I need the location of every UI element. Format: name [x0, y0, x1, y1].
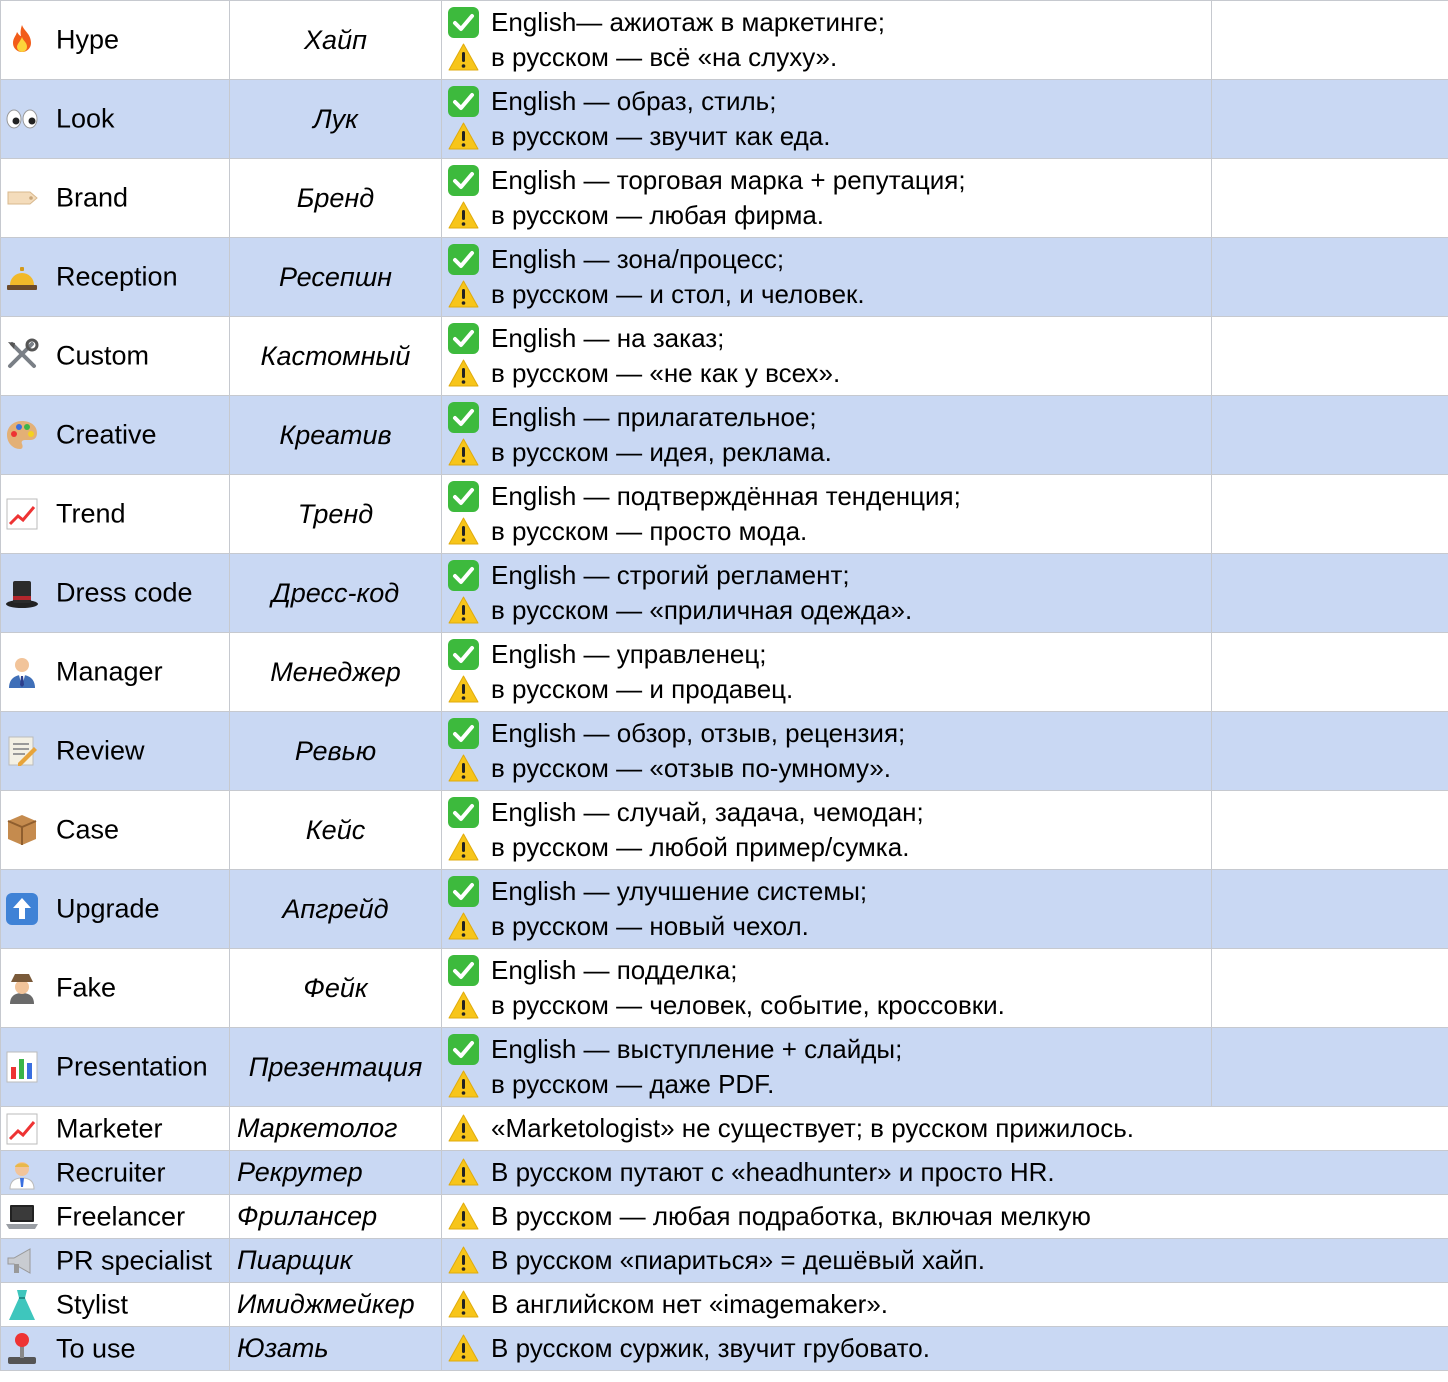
russian-meaning-line-text: в русском — всё «на слуху».	[491, 42, 838, 72]
russian-meaning-line	[447, 1067, 1211, 1102]
warning-icon	[447, 1068, 480, 1101]
english-meaning-line	[447, 874, 1211, 909]
russian-note-line	[447, 1243, 1448, 1278]
russian-note-line-text: «Marketologist» не существует; в русском прижилось.	[491, 1113, 1134, 1143]
table-row	[1, 554, 1448, 633]
english-word-cell	[1, 554, 230, 633]
russian-note-line-text: В русском — любая подработка, включая мелкую	[491, 1201, 1091, 1231]
russian-word: Маркетолог	[230, 1107, 442, 1151]
check-icon	[447, 559, 480, 592]
russian-meaning-line	[447, 751, 1211, 786]
usage-note-cell	[442, 1, 1212, 80]
check-icon	[447, 638, 480, 671]
russian-word: Фрилансер	[230, 1195, 442, 1239]
usage-note-cell	[442, 1028, 1212, 1107]
warning-icon	[447, 199, 480, 232]
english-word-cell	[1, 1028, 230, 1107]
empty-cell	[1212, 712, 1448, 791]
russian-note-line	[447, 1199, 1448, 1234]
usage-note-cell	[442, 633, 1212, 712]
usage-note-cell	[442, 396, 1212, 475]
english-word: PR specialist	[56, 1245, 213, 1275]
english-word: Review	[56, 735, 145, 766]
usage-note-cell	[442, 1195, 1448, 1239]
warning-icon	[447, 910, 480, 943]
check-icon	[447, 164, 480, 197]
russian-meaning-line	[447, 356, 1211, 391]
english-word-cell	[1, 396, 230, 475]
check-icon	[447, 954, 480, 987]
english-meaning-line	[447, 400, 1211, 435]
businessman-icon	[4, 654, 40, 690]
english-word: Manager	[56, 656, 163, 687]
english-word: Brand	[56, 182, 129, 213]
empty-cell	[1212, 475, 1448, 554]
english-word: Look	[56, 103, 115, 134]
usage-note-cell	[442, 1283, 1448, 1327]
english-meaning-line-text: English — управленец;	[491, 639, 767, 669]
english-word: Creative	[56, 419, 157, 450]
english-meaning-line	[447, 558, 1211, 593]
russian-note-line-text: В английском нет «imagemaker».	[491, 1289, 889, 1319]
russian-meaning-line-text: в русском — идея, реклама.	[491, 437, 832, 467]
usage-note-cell	[442, 554, 1212, 633]
russian-meaning-line	[447, 830, 1211, 865]
russian-note-line	[447, 1111, 1448, 1146]
russian-meaning-line-text: в русском — и стол, и человек.	[491, 279, 865, 309]
english-meaning-line-text: English — зона/процесс;	[491, 244, 785, 274]
warning-icon	[447, 1332, 480, 1365]
russian-word: Имиджмейкер	[230, 1283, 442, 1327]
russian-meaning-line	[447, 198, 1211, 233]
empty-cell	[1212, 949, 1448, 1028]
memo-icon	[4, 733, 40, 769]
empty-cell	[1212, 1028, 1448, 1107]
english-word-cell	[1, 1151, 230, 1195]
table-row	[1, 870, 1448, 949]
check-icon	[447, 875, 480, 908]
english-word-cell	[1, 870, 230, 949]
english-meaning-line	[447, 1032, 1211, 1067]
russian-word: Тренд	[230, 475, 442, 554]
up-arrow-icon	[4, 891, 40, 927]
russian-word: Менеджер	[230, 633, 442, 712]
table-row	[1, 791, 1448, 870]
table-row	[1, 159, 1448, 238]
russian-meaning-line-text: в русском — звучит как еда.	[491, 121, 831, 151]
english-meaning-line-text: English — улучшение системы;	[491, 876, 868, 906]
russian-meaning-line-text: в русском — даже PDF.	[491, 1069, 775, 1099]
empty-cell	[1212, 633, 1448, 712]
usage-note-cell	[442, 80, 1212, 159]
table-row	[1, 1, 1448, 80]
russian-note-line	[447, 1331, 1448, 1366]
empty-cell	[1212, 1, 1448, 80]
russian-word: Ресепшн	[230, 238, 442, 317]
russian-word: Юзать	[230, 1327, 442, 1371]
russian-note-line	[447, 1155, 1448, 1190]
package-icon	[4, 812, 40, 848]
warning-icon	[447, 357, 480, 390]
tools-icon	[4, 338, 40, 374]
check-icon	[447, 322, 480, 355]
russian-word: Дресс-код	[230, 554, 442, 633]
usage-note-cell	[442, 791, 1212, 870]
english-word: Freelancer	[56, 1201, 186, 1231]
russian-word: Ревью	[230, 712, 442, 791]
english-word: Trend	[56, 498, 126, 529]
warning-icon	[447, 1112, 480, 1145]
english-word-cell	[1, 1195, 230, 1239]
warning-icon	[447, 515, 480, 548]
usage-note-cell	[442, 238, 1212, 317]
english-word: Recruiter	[56, 1157, 166, 1187]
check-icon	[447, 480, 480, 513]
english-word-cell	[1, 1239, 230, 1283]
russian-meaning-line-text: в русском — человек, событие, кроссовки.	[491, 990, 1005, 1020]
russian-meaning-line-text: в русском — «отзыв по-умному».	[491, 753, 892, 783]
usage-note-cell	[442, 159, 1212, 238]
detective-icon	[4, 970, 40, 1006]
russian-meaning-line	[447, 593, 1211, 628]
english-meaning-line	[447, 163, 1211, 198]
english-word-cell	[1, 1283, 230, 1327]
eyes-icon	[4, 101, 40, 137]
warning-icon	[447, 989, 480, 1022]
empty-cell	[1212, 317, 1448, 396]
warning-icon	[447, 1200, 480, 1233]
check-icon	[447, 401, 480, 434]
check-icon	[447, 796, 480, 829]
usage-note-cell	[442, 870, 1212, 949]
english-meaning-line	[447, 5, 1211, 40]
warning-icon	[447, 673, 480, 706]
english-meaning-line	[447, 479, 1211, 514]
russian-note-line-text: В русском суржик, звучит грубовато.	[491, 1333, 930, 1363]
russian-word: Апгрейд	[230, 870, 442, 949]
empty-cell	[1212, 791, 1448, 870]
english-meaning-line-text: English — подтверждённая тенденция;	[491, 481, 961, 511]
warning-icon	[447, 278, 480, 311]
russian-meaning-line-text: в русском — «приличная одежда».	[491, 595, 913, 625]
english-word: Case	[56, 814, 120, 845]
megaphone-icon	[4, 1243, 40, 1279]
english-meaning-line-text: English — обзор, отзыв, рецензия;	[491, 718, 906, 748]
check-icon	[447, 717, 480, 750]
english-word: Custom	[56, 340, 150, 371]
english-word: Stylist	[56, 1289, 129, 1319]
table-row	[1, 633, 1448, 712]
check-icon	[447, 1033, 480, 1066]
english-word-cell	[1, 475, 230, 554]
russian-meaning-line	[447, 119, 1211, 154]
english-meaning-line-text: English — торговая марка + репутация;	[491, 165, 966, 195]
warning-icon	[447, 831, 480, 864]
english-meaning-line-text: English — образ, стиль;	[491, 86, 777, 116]
russian-note-line-text: В русском «пиариться» = дешёвый хайп.	[491, 1245, 985, 1275]
chart-up-icon	[4, 496, 40, 532]
english-word: Marketer	[56, 1113, 163, 1143]
bar-chart-icon	[4, 1049, 40, 1085]
russian-meaning-line-text: в русском — «не как у всех».	[491, 358, 841, 388]
english-meaning-line	[447, 795, 1211, 830]
english-word-cell	[1, 1107, 230, 1151]
russian-meaning-line-text: в русском — и продавец.	[491, 674, 794, 704]
empty-cell	[1212, 159, 1448, 238]
warning-icon	[447, 1288, 480, 1321]
english-word-cell	[1, 159, 230, 238]
bell-icon	[4, 259, 40, 295]
table-row	[1, 317, 1448, 396]
usage-note-cell	[442, 1239, 1448, 1283]
english-word-cell	[1, 1, 230, 80]
table-row	[1, 1028, 1448, 1107]
table-row	[1, 712, 1448, 791]
english-word: Hype	[56, 24, 120, 55]
english-meaning-line	[447, 953, 1211, 988]
english-word: Fake	[56, 972, 117, 1003]
english-word: Presentation	[56, 1051, 208, 1082]
empty-cell	[1212, 870, 1448, 949]
russian-word: Лук	[230, 80, 442, 159]
english-word-cell	[1, 1327, 230, 1371]
english-meaning-line-text: English — подделка;	[491, 955, 738, 985]
english-word: Reception	[56, 261, 178, 292]
english-word-cell	[1, 238, 230, 317]
table-row	[1, 1195, 1448, 1239]
english-word: Dress code	[56, 577, 193, 608]
english-word: To use	[56, 1333, 136, 1363]
empty-cell	[1212, 238, 1448, 317]
empty-cell	[1212, 80, 1448, 159]
russian-word: Кастомный	[230, 317, 442, 396]
english-word-cell	[1, 791, 230, 870]
table-row	[1, 238, 1448, 317]
joystick-icon	[4, 1331, 40, 1367]
russian-word: Пиарщик	[230, 1239, 442, 1283]
usage-note-cell	[442, 475, 1212, 554]
warning-icon	[447, 1244, 480, 1277]
usage-note-cell	[442, 317, 1212, 396]
warning-icon	[447, 120, 480, 153]
usage-note-cell	[442, 1151, 1448, 1195]
table-row	[1, 949, 1448, 1028]
english-meaning-line	[447, 84, 1211, 119]
russian-meaning-line	[447, 909, 1211, 944]
russian-word: Кейс	[230, 791, 442, 870]
english-meaning-line	[447, 716, 1211, 751]
russian-word: Рекрутер	[230, 1151, 442, 1195]
english-word: Upgrade	[56, 893, 160, 924]
russian-note-line-text: В русском путают с «headhunter» и просто HR.	[491, 1157, 1055, 1187]
check-icon	[447, 243, 480, 276]
english-meaning-line-text: English — выступление + слайды;	[491, 1034, 903, 1064]
russian-word: Креатив	[230, 396, 442, 475]
english-meaning-line	[447, 637, 1211, 672]
russian-word: Хайп	[230, 1, 442, 80]
table-row	[1, 1327, 1448, 1371]
check-icon	[447, 6, 480, 39]
russian-meaning-line	[447, 40, 1211, 75]
english-word-cell	[1, 712, 230, 791]
russian-note-line	[447, 1287, 1448, 1322]
russian-meaning-line-text: в русском — любая фирма.	[491, 200, 825, 230]
english-word-cell	[1, 80, 230, 159]
usage-note-cell	[442, 712, 1212, 791]
warning-icon	[447, 436, 480, 469]
check-icon	[447, 85, 480, 118]
table-row	[1, 475, 1448, 554]
table-row	[1, 1107, 1448, 1151]
english-meaning-line	[447, 242, 1211, 277]
warning-icon	[447, 594, 480, 627]
russian-word: Бренд	[230, 159, 442, 238]
english-word-cell	[1, 633, 230, 712]
fire-icon	[4, 22, 40, 58]
english-meaning-line-text: English — прилагательное;	[491, 402, 817, 432]
usage-note-cell	[442, 949, 1212, 1028]
warning-icon	[447, 1156, 480, 1189]
laptop-icon	[4, 1199, 40, 1235]
english-meaning-line-text: English — на заказ;	[491, 323, 725, 353]
palette-icon	[4, 417, 40, 453]
tag-icon	[4, 180, 40, 216]
russian-meaning-line-text: в русском — любой пример/сумка.	[491, 832, 910, 862]
russian-meaning-line	[447, 672, 1211, 707]
russian-meaning-line	[447, 435, 1211, 470]
warning-icon	[447, 752, 480, 785]
table-row	[1, 1283, 1448, 1327]
table-row	[1, 80, 1448, 159]
warning-icon	[447, 41, 480, 74]
russian-word: Презентация	[230, 1028, 442, 1107]
chart-up-icon	[4, 1111, 40, 1147]
english-meaning-line-text: English — случай, задача, чемодан;	[491, 797, 924, 827]
russian-meaning-line	[447, 988, 1211, 1023]
table-row	[1, 396, 1448, 475]
russian-meaning-line-text: в русском — новый чехол.	[491, 911, 809, 941]
english-word-cell	[1, 949, 230, 1028]
english-meaning-line-text: English — строгий регламент;	[491, 560, 850, 590]
usage-note-cell	[442, 1107, 1448, 1151]
russian-meaning-line-text: в русском — просто мода.	[491, 516, 808, 546]
empty-cell	[1212, 554, 1448, 633]
office-worker-icon	[4, 1155, 40, 1191]
usage-note-cell	[442, 1327, 1448, 1371]
dress-icon	[4, 1287, 40, 1323]
table-row	[1, 1239, 1448, 1283]
top-hat-icon	[4, 575, 40, 611]
english-meaning-line	[447, 321, 1211, 356]
english-meaning-line-text: English— ажиотаж в маркетинге;	[491, 7, 885, 37]
english-word-cell	[1, 317, 230, 396]
empty-cell	[1212, 396, 1448, 475]
russian-word: Фейк	[230, 949, 442, 1028]
table-row	[1, 1151, 1448, 1195]
russian-meaning-line	[447, 514, 1211, 549]
russian-meaning-line	[447, 277, 1211, 312]
